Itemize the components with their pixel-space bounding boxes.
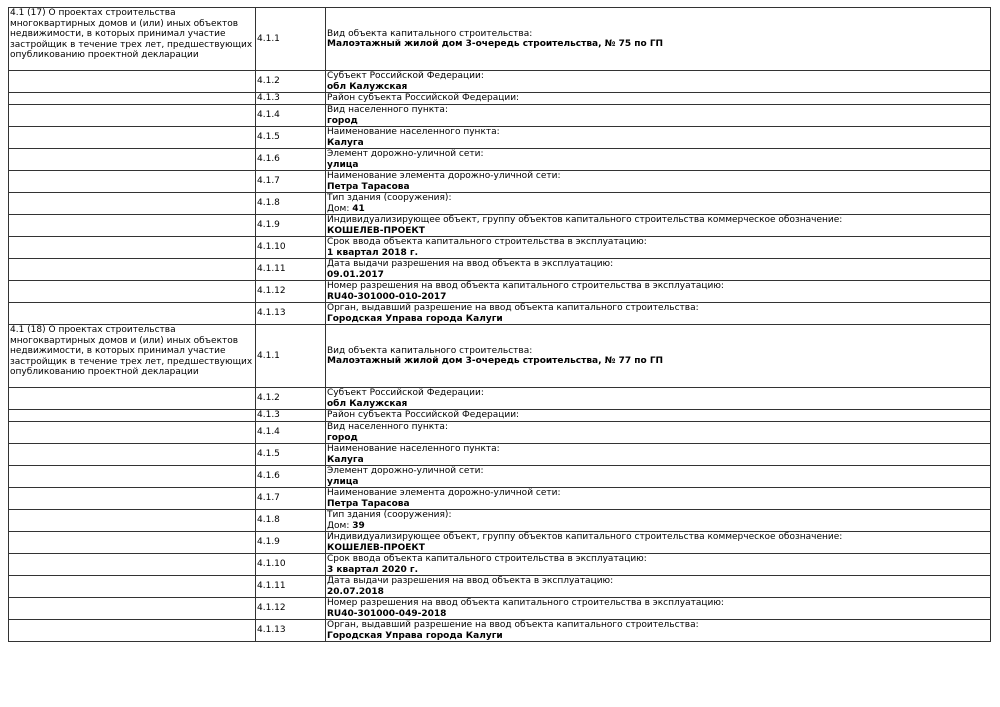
- item-value: 09.01.2017: [327, 269, 384, 280]
- item-content: [326, 71, 991, 93]
- empty-cell: [9, 466, 256, 488]
- item-content: [326, 510, 991, 532]
- empty-cell: [9, 410, 256, 422]
- table-row: [9, 71, 991, 93]
- item-content: [326, 422, 991, 444]
- table-row: [9, 598, 991, 620]
- empty-cell: [9, 532, 256, 554]
- item-code: 4.1.3: [256, 93, 326, 105]
- item-content: [326, 237, 991, 259]
- item-label: Вид объекта капитального строительства:: [327, 345, 533, 356]
- item-code: 4.1.6: [256, 149, 326, 171]
- table-row: [9, 105, 991, 127]
- item-label: Наименование населенного пункта:: [327, 127, 500, 137]
- item-value-line: [327, 292, 989, 303]
- item-label: Срок ввода объекта капитального строительства в эксплуатацию:: [327, 237, 647, 247]
- item-code: 4.1.11: [256, 259, 326, 281]
- item-label: Дата выдачи разрешения на ввод объекта в эксплуатацию:: [327, 576, 614, 586]
- table-row: [9, 237, 991, 259]
- item-label: Субъект Российской Федерации:: [327, 388, 484, 398]
- item-value: обл Калужская: [327, 398, 408, 409]
- table-row: [9, 554, 991, 576]
- empty-cell: [9, 237, 256, 259]
- item-value-line: [327, 521, 989, 532]
- empty-cell: [9, 193, 256, 215]
- item-content: [326, 149, 991, 171]
- item-code: 4.1.1: [256, 8, 326, 71]
- item-code: 4.1.8: [256, 510, 326, 532]
- item-value: город: [327, 115, 358, 126]
- table-row: [9, 410, 991, 422]
- item-value: город: [327, 432, 358, 443]
- table-row: [9, 93, 991, 105]
- item-label: Элемент дорожно-уличной сети:: [327, 149, 484, 159]
- empty-cell: [9, 171, 256, 193]
- item-code: 4.1.7: [256, 488, 326, 510]
- value-prefix: Дом:: [327, 520, 353, 531]
- table-row: [9, 193, 991, 215]
- item-code: 4.1.10: [256, 554, 326, 576]
- empty-cell: [9, 620, 256, 642]
- table-row: [9, 488, 991, 510]
- item-value-line: [327, 609, 989, 620]
- item-value: обл Калужская: [327, 81, 408, 92]
- item-content: [326, 488, 991, 510]
- item-code: 4.1.12: [256, 281, 326, 303]
- empty-cell: [9, 444, 256, 466]
- item-label: Орган, выдавший разрешение на ввод объекта капитального строительства:: [327, 620, 699, 630]
- item-value-line: [327, 160, 989, 171]
- empty-cell: [9, 259, 256, 281]
- item-value-line: [327, 543, 989, 554]
- empty-cell: [9, 71, 256, 93]
- empty-cell: [9, 510, 256, 532]
- item-value-line: [327, 433, 989, 444]
- item-label: Вид объекта капитального строительства:: [327, 28, 533, 39]
- empty-cell: [9, 93, 256, 105]
- table-row: [9, 149, 991, 171]
- empty-cell: [9, 422, 256, 444]
- item-label: Дата выдачи разрешения на ввод объекта в эксплуатацию:: [327, 259, 614, 269]
- item-content: [326, 576, 991, 598]
- empty-cell: [9, 554, 256, 576]
- item-value-line: [327, 356, 989, 367]
- item-value: 41: [352, 203, 365, 214]
- table-row: [9, 422, 991, 444]
- item-label: Срок ввода объекта капитального строительства в эксплуатацию:: [327, 554, 647, 564]
- value-prefix: Дом:: [327, 203, 353, 214]
- item-value: улица: [327, 476, 359, 487]
- table-row: [9, 444, 991, 466]
- empty-cell: [9, 215, 256, 237]
- item-value-line: [327, 116, 989, 127]
- item-content: [326, 410, 991, 422]
- item-code: 4.1.13: [256, 620, 326, 642]
- item-label: Наименование элемента дорожно-уличной сети:: [327, 171, 561, 181]
- item-value: RU40-301000-049-2018: [327, 608, 447, 619]
- item-code: 4.1.11: [256, 576, 326, 598]
- item-label: Индивидуализирующее объект, группу объектов капитального строительства коммерческое обозначение:: [327, 532, 843, 542]
- table-row: [9, 127, 991, 149]
- item-value-line: [327, 399, 989, 410]
- item-value: Петра Тарасова: [327, 498, 410, 509]
- table-row: [9, 510, 991, 532]
- item-code: 4.1.8: [256, 193, 326, 215]
- table-row: [9, 171, 991, 193]
- empty-cell: [9, 576, 256, 598]
- item-label: Номер разрешения на ввод объекта капитального строительства в эксплуатацию:: [327, 598, 724, 608]
- item-label: Наименование населенного пункта:: [327, 444, 500, 454]
- item-value: RU40-301000-010-2017: [327, 291, 447, 302]
- declaration-table: [8, 7, 991, 642]
- item-content: [326, 466, 991, 488]
- item-label: Индивидуализирующее объект, группу объектов капитального строительства коммерческое обозначение:: [327, 215, 843, 225]
- item-content: [326, 554, 991, 576]
- section-heading: 4.1 (18) О проектах строительства многоквартирных домов и (или) иных объектов недвижимости, в которых принимал участие застройщик в течение трех лет, предшествующих опубликованию проектной декларации: [9, 325, 256, 388]
- item-content: [326, 259, 991, 281]
- empty-cell: [9, 105, 256, 127]
- table-row: [9, 388, 991, 410]
- item-code: 4.1.3: [256, 410, 326, 422]
- item-value: Петра Тарасова: [327, 181, 410, 192]
- item-value: КОШЕЛЕВ-ПРОЕКТ: [327, 542, 425, 553]
- item-content: [326, 620, 991, 642]
- item-label: Район субъекта Российской Федерации:: [327, 93, 520, 104]
- item-code: 4.1.10: [256, 237, 326, 259]
- item-code: 4.1.9: [256, 215, 326, 237]
- empty-cell: [9, 127, 256, 149]
- item-label: Субъект Российской Федерации:: [327, 71, 484, 81]
- item-value-line: [327, 270, 989, 281]
- item-value: Городская Управа города Калуги: [327, 630, 503, 641]
- item-value-line: [327, 39, 989, 50]
- table-row: [9, 620, 991, 642]
- item-label: Район субъекта Российской Федерации:: [327, 410, 520, 421]
- item-code: 4.1.9: [256, 532, 326, 554]
- empty-cell: [9, 281, 256, 303]
- item-code: 4.1.12: [256, 598, 326, 620]
- item-label: Тип здания (сооружения):: [327, 193, 452, 203]
- item-code: 4.1.6: [256, 466, 326, 488]
- table-row: [9, 576, 991, 598]
- item-content: [326, 532, 991, 554]
- item-code: 4.1.2: [256, 388, 326, 410]
- item-label: Вид населенного пункта:: [327, 422, 448, 432]
- item-value: Малоэтажный жилой дом 3-очередь строительства, № 77 по ГП: [327, 356, 664, 366]
- item-value: Городская Управа города Калуги: [327, 313, 503, 324]
- empty-cell: [9, 488, 256, 510]
- table-row: [9, 8, 991, 71]
- item-content: [326, 105, 991, 127]
- item-value: Малоэтажный жилой дом 3-очередь строительства, № 75 по ГП: [327, 39, 664, 49]
- table-row: [9, 259, 991, 281]
- table-row: [9, 303, 991, 325]
- item-content: [326, 388, 991, 410]
- item-code: 4.1.7: [256, 171, 326, 193]
- table-row: [9, 281, 991, 303]
- item-content: [326, 215, 991, 237]
- item-value: улица: [327, 159, 359, 170]
- item-value: 20.07.2018: [327, 586, 384, 597]
- item-content: [326, 598, 991, 620]
- item-content: [326, 8, 991, 71]
- item-value-line: [327, 477, 989, 488]
- item-code: 4.1.4: [256, 422, 326, 444]
- table-row: [9, 215, 991, 237]
- item-code: 4.1.4: [256, 105, 326, 127]
- item-value-line: [327, 248, 989, 259]
- section-heading: 4.1 (17) О проектах строительства многоквартирных домов и (или) иных объектов недвижимости, в которых принимал участие застройщик в течение трех лет, предшествующих опубликованию проектной декларации: [9, 8, 256, 71]
- item-value: 1 квартал 2018 г.: [327, 247, 419, 258]
- empty-cell: [9, 149, 256, 171]
- item-content: [326, 171, 991, 193]
- item-label: Номер разрешения на ввод объекта капитального строительства в эксплуатацию:: [327, 281, 724, 291]
- item-label: Вид населенного пункта:: [327, 105, 448, 115]
- item-content: [326, 281, 991, 303]
- item-value-line: [327, 631, 989, 642]
- item-value: Калуга: [327, 137, 364, 148]
- item-value-line: [327, 499, 989, 510]
- item-value-line: [327, 587, 989, 598]
- item-content: [326, 193, 991, 215]
- item-content: [326, 444, 991, 466]
- item-value: 3 квартал 2020 г.: [327, 564, 419, 575]
- empty-cell: [9, 303, 256, 325]
- table-row: [9, 466, 991, 488]
- empty-cell: [9, 388, 256, 410]
- empty-cell: [9, 598, 256, 620]
- item-code: 4.1.5: [256, 127, 326, 149]
- item-value-line: [327, 182, 989, 193]
- item-label: Наименование элемента дорожно-уличной сети:: [327, 488, 561, 498]
- item-value: 39: [352, 520, 365, 531]
- item-label: Тип здания (сооружения):: [327, 510, 452, 520]
- item-code: 4.1.13: [256, 303, 326, 325]
- item-content: [326, 93, 991, 105]
- item-value-line: [327, 455, 989, 466]
- item-value-line: [327, 565, 989, 576]
- item-value: КОШЕЛЕВ-ПРОЕКТ: [327, 225, 425, 236]
- item-value-line: [327, 138, 989, 149]
- item-content: [326, 127, 991, 149]
- item-value-line: [327, 226, 989, 237]
- item-value: Калуга: [327, 454, 364, 465]
- item-value-line: [327, 314, 989, 325]
- item-code: 4.1.5: [256, 444, 326, 466]
- item-content: [326, 303, 991, 325]
- item-code: 4.1.1: [256, 325, 326, 388]
- item-value-line: [327, 82, 989, 93]
- item-label: Элемент дорожно-уличной сети:: [327, 466, 484, 476]
- table-row: [9, 325, 991, 388]
- item-content: [326, 325, 991, 388]
- item-code: 4.1.2: [256, 71, 326, 93]
- table-row: [9, 532, 991, 554]
- item-value-line: [327, 204, 989, 215]
- item-label: Орган, выдавший разрешение на ввод объекта капитального строительства:: [327, 303, 699, 313]
